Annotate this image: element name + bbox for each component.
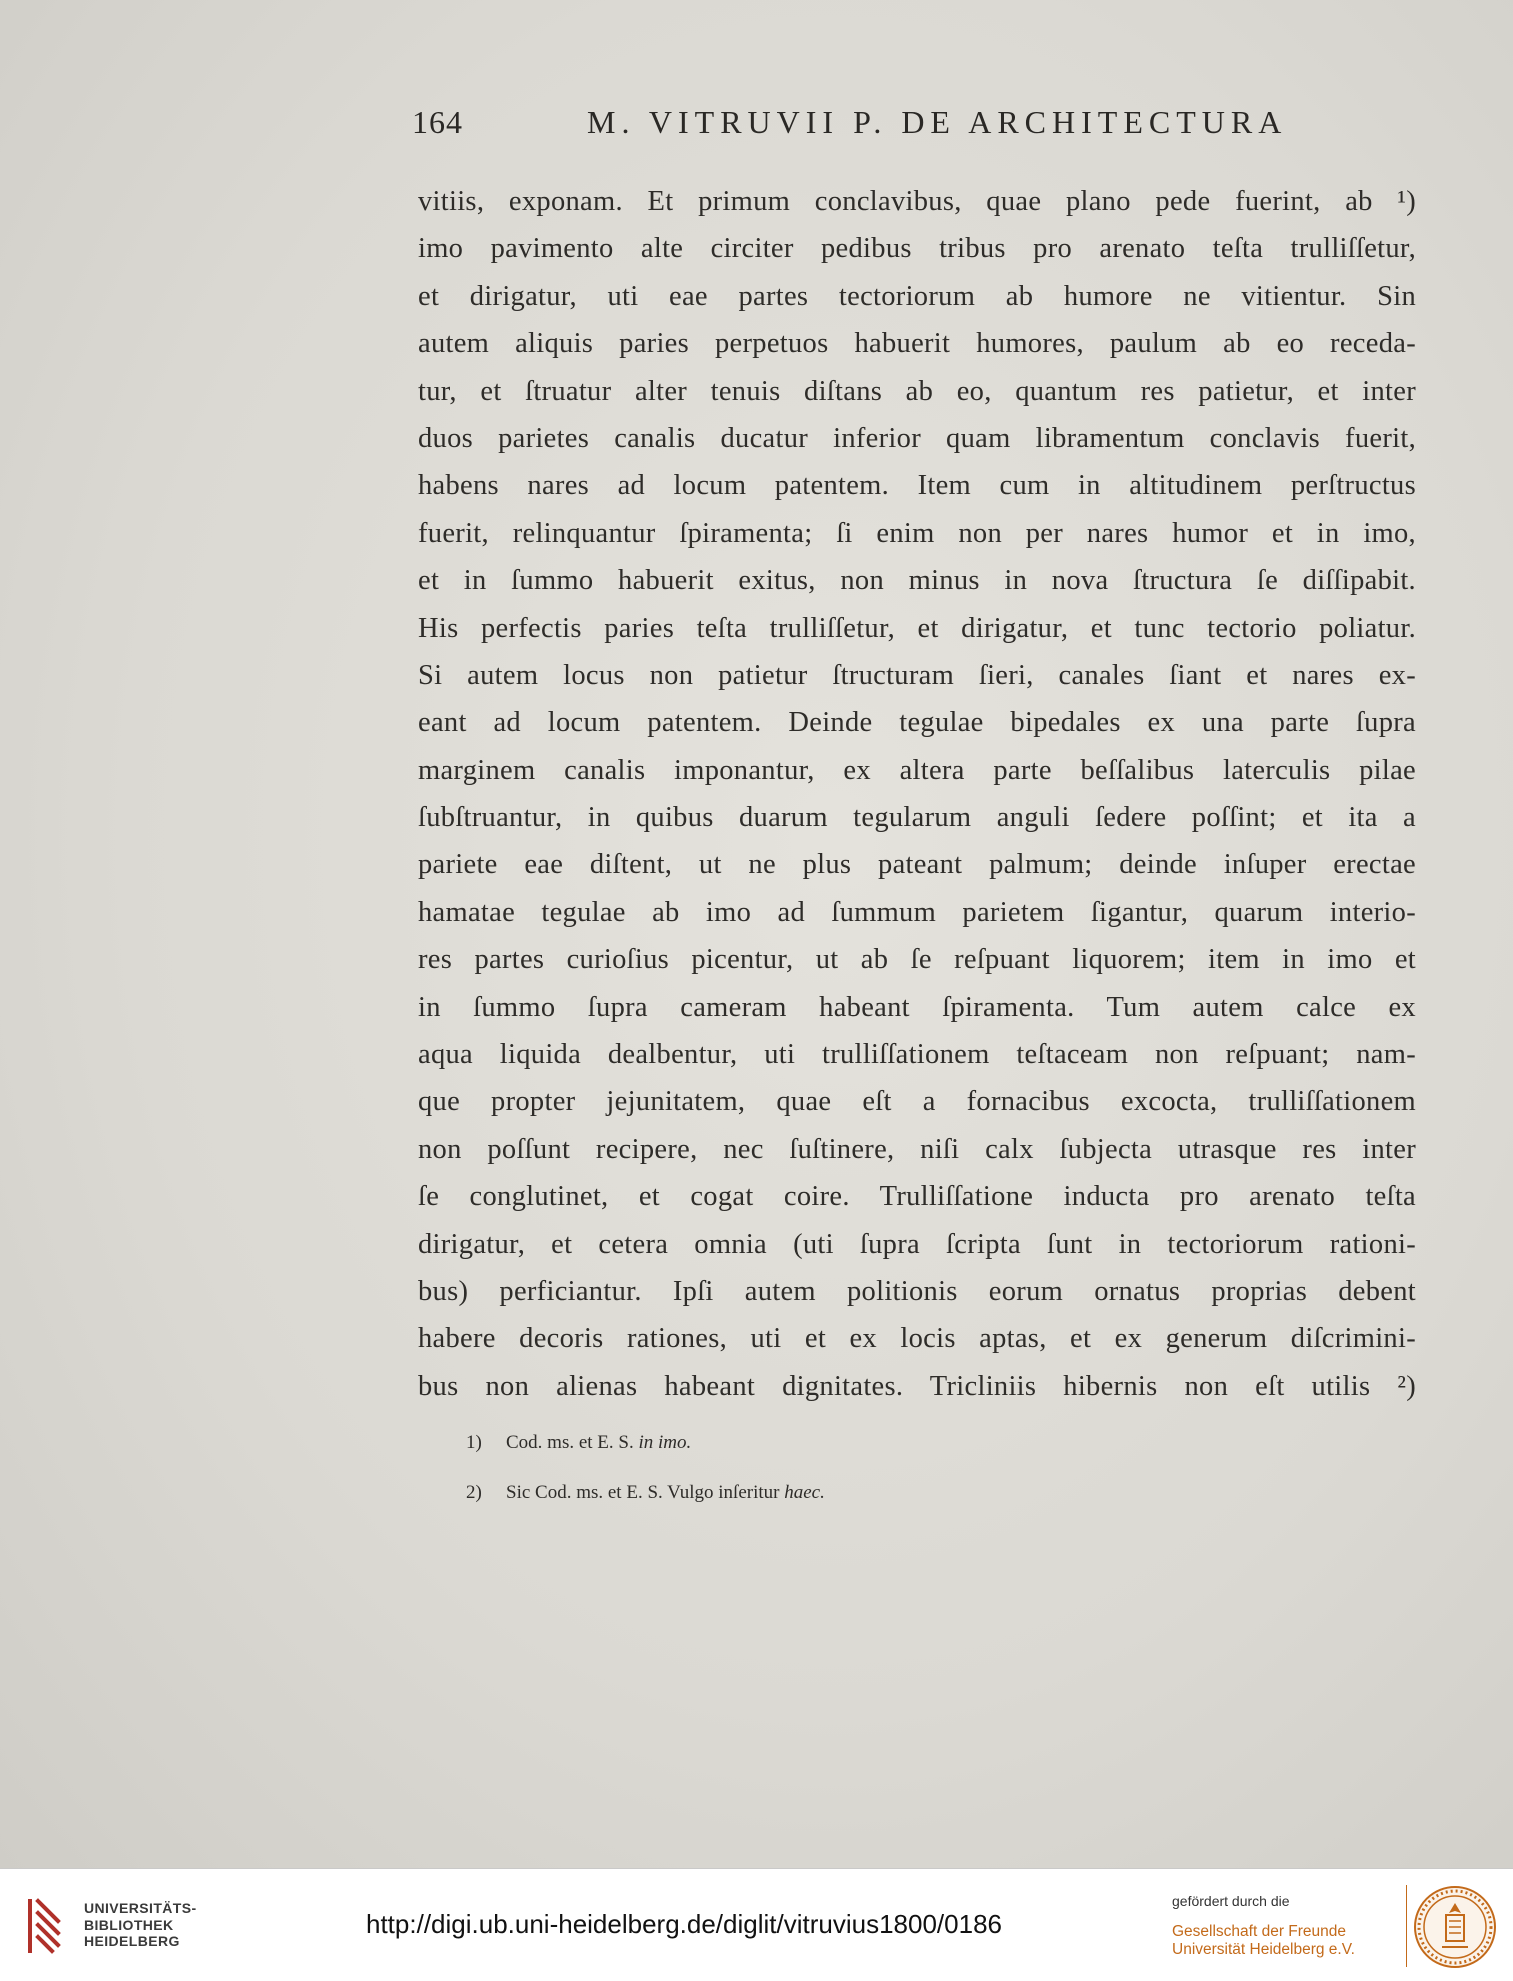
footnote-mark: 2) — [466, 1482, 482, 1503]
library-footer — [0, 1868, 1513, 1981]
text-line: ſubſtruantur, in quibus duarum tegularum anguli ſedere poſſint; et ita a — [418, 802, 1416, 834]
footnote-italic: haec. — [784, 1482, 825, 1503]
body-text — [418, 178, 1416, 1410]
sponsor-name-line: Gesellschaft der Freunde — [1172, 1923, 1347, 1940]
text-line: tur, et ſtruatur alter tenuis diſtans ab eo, quantum res patietur, et inter — [418, 375, 1416, 407]
text-line: autem aliquis paries perpetuos habuerit humores, paulum ab eo receda- — [418, 328, 1416, 360]
footnote-mark: 1) — [466, 1432, 482, 1453]
text-line: habens nares ad locum patentem. Item cum in altitudinem perſtructus — [418, 470, 1416, 502]
text-line: vitiis, exponam. Et primum conclavibus, quae plano pede fuerint, ab ¹) — [418, 186, 1416, 217]
divider — [1406, 1885, 1407, 1967]
text-line: bus) perficiantur. Ipſi autem politionis eorum ornatus proprias debent — [418, 1275, 1416, 1307]
institution-name — [84, 1900, 197, 1950]
text-line: res partes curioſius picentur, ut ab ſe reſpuant liquorem; item in imo et — [418, 944, 1416, 976]
footnote-1 — [466, 1418, 825, 1468]
running-head: M. VITRUVII P. DE ARCHITECTURA — [587, 104, 1288, 140]
footnote-text: Sic Cod. ms. et E. S. Vulgo inſeritur — [506, 1482, 785, 1503]
text-line: duos parietes canalis ducatur inferior quam libramentum conclavis fuerit, — [418, 422, 1416, 454]
text-line: imo pavimento alte circiter pedibus tribus pro arenato teſta trulliſſetur, — [418, 233, 1416, 265]
institution-line: HEIDELBERG — [84, 1933, 180, 1949]
institution-line: BIBLIOTHEK — [84, 1916, 174, 1933]
text-line: hamatae tegulae ab imo ad ſummum parietem ſigantur, quarum interio- — [418, 896, 1416, 928]
institution-line: UNIVERSITÄTS- — [84, 1900, 197, 1916]
text-line: non poſſunt recipere, nec ſuſtinere, niſi calx ſubjecta utrasque res inter — [418, 1133, 1416, 1165]
text-line: eant ad locum patentem. Deinde tegulae bipedales ex una parte ſupra — [418, 707, 1416, 739]
text-line: aqua liquida dealbentur, uti trulliſſationem teſtaceam non reſpuant; nam- — [418, 1039, 1416, 1071]
text-line: pariete eae diſtent, ut ne plus pateant palmum; deinde inſuper erectae — [418, 849, 1416, 881]
permalink-url[interactable]: http://digi.ub.uni-heidelberg.de/diglit/vitruvius1800/0186 — [366, 1909, 1002, 1939]
text-line: marginem canalis imponantur, ex altera parte beſſalibus laterculis pilae — [418, 754, 1416, 786]
text-line: Si autem locus non patietur ſtructuram ſieri, canales ſiant et nares ex- — [418, 659, 1416, 691]
text-line: ſe conglutinet, et cogat coire. Trulliſſatione inducta pro arenato teſta — [418, 1181, 1416, 1213]
text-line: que propter jejunitatem, quae eſt a fornacibus excocta, trulliſſationem — [418, 1086, 1416, 1118]
text-line: dirigatur, et cetera omnia (uti ſupra ſcripta ſunt in tectoriorum rationi- — [418, 1228, 1416, 1260]
ub-heidelberg-logo-icon[interactable] — [24, 1897, 70, 1957]
page-number: 164 — [412, 104, 463, 140]
text-line: habere decoris rationes, uti et ex locis aptas, et ex generum diſcrimini- — [418, 1323, 1416, 1355]
text-line: bus non alienas habeant dignitates. Tricliniis hibernis non eſt utilis ²) — [418, 1370, 1416, 1402]
text-line: His perfectis paries teſta trulliſſetur, et dirigatur, et tunc tectorio poliatur. — [418, 612, 1416, 644]
sponsor-intro: gefördert durch die — [1172, 1893, 1290, 1909]
footnote-text: Cod. ms. et E. S. — [506, 1432, 639, 1453]
text-line: in ſummo ſupra cameram habeant ſpiramenta. Tum autem calce ex — [418, 991, 1416, 1023]
university-seal-icon[interactable] — [1413, 1885, 1497, 1969]
footnote-italic: in imo. — [638, 1432, 692, 1453]
text-line: et in ſummo habuerit exitus, non minus in nova ſtructura ſe diſſipabit. — [418, 565, 1416, 597]
text-line: fuerit, relinquantur ſpiramenta; ſi enim non per nares humor et in imo, — [418, 517, 1416, 549]
sponsor-name-line: Universität Heidelberg e.V. — [1172, 1941, 1355, 1958]
footnote-2 — [466, 1468, 825, 1518]
text-line: et dirigatur, uti eae partes tectoriorum ab humore ne vitientur. Sin — [418, 280, 1416, 312]
footnotes — [466, 1418, 825, 1518]
sponsor-block — [1172, 1893, 1355, 1959]
